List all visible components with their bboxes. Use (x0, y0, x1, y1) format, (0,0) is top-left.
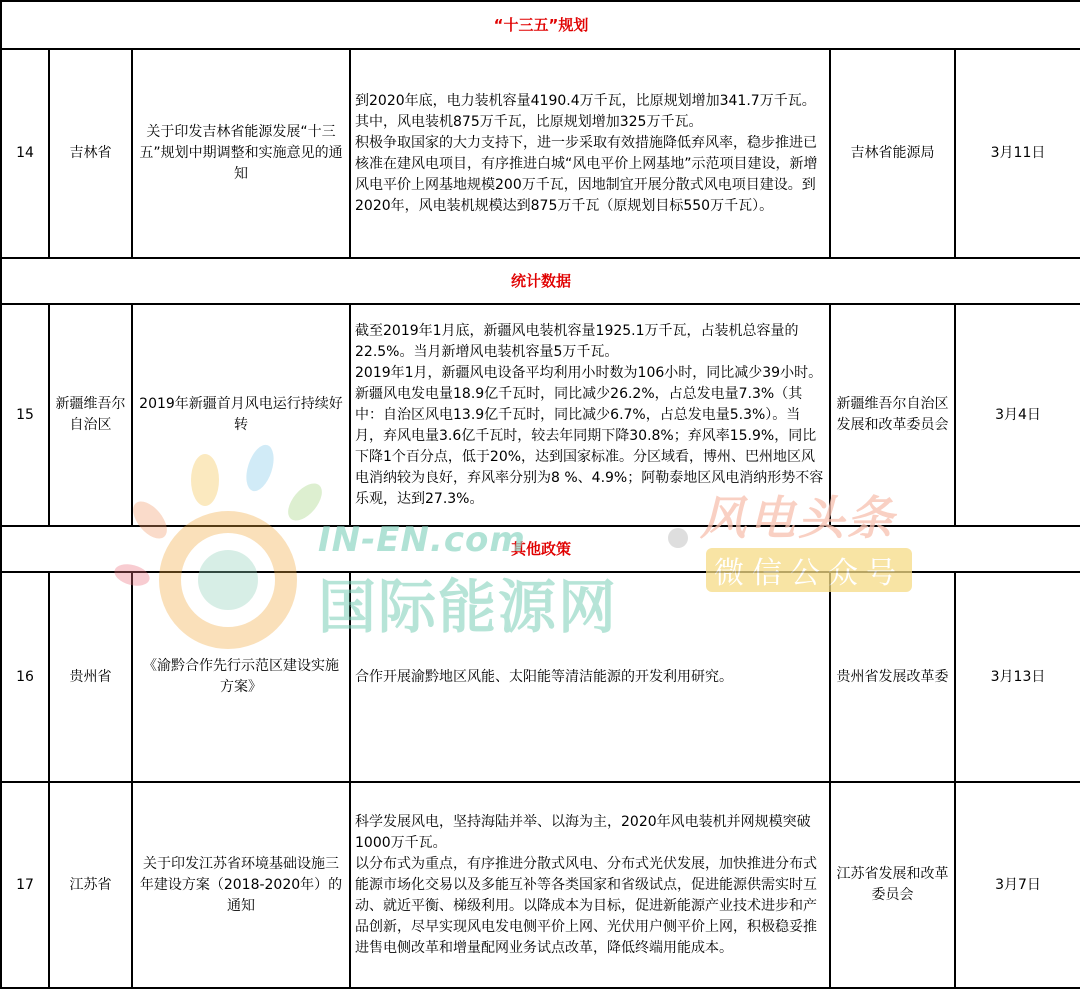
section-title-stats: 统计数据 (1, 258, 1080, 304)
row-date: 3月11日 (955, 49, 1080, 258)
row-number: 17 (1, 782, 49, 988)
row-date: 3月13日 (955, 572, 1080, 782)
section-row (1, 1, 1080, 49)
row-title: 《渝黔合作先行示范区建设实施方案》 (132, 572, 350, 782)
table-row (1, 49, 1080, 258)
row-content: 截至2019年1月底，新疆风电装机容量1925.1万千瓦，占装机总容量的22.5%。当月新增风电装机容量5万千瓦。 2019年1月，新疆风电设备平均利用小时数为106小时，同比减少39小时。新疆风电发电量18.9亿千瓦时，同比减少26.2%，占总发电量7.3%（其中：自治区风电13.9亿千瓦时，同比减少6.7%，占总发电量5.3%）。当月，弃风电量3.6亿千瓦时，较去年同期下降30.8%；弃风率15.9%，同比下降1个百分点，低于20%，达到国家标准。分区域看，博州、巴州地区风电消纳较为良好，弃风率分别为8 %、4.9%；阿勒泰地区风电消纳形势不容乐观，达到27.3%。 (350, 304, 830, 526)
row-number: 16 (1, 572, 49, 782)
table-row (1, 304, 1080, 526)
section-title-other: 其他政策 (1, 526, 1080, 572)
watermark-sub: 微信公众号 (706, 548, 912, 592)
section-row (1, 258, 1080, 304)
watermark-en: IN-EN.com (318, 520, 526, 560)
table-row (1, 782, 1080, 988)
row-org: 新疆维吾尔自治区发展和改革委员会 (830, 304, 955, 526)
row-region: 贵州省 (49, 572, 132, 782)
row-date: 3月4日 (955, 304, 1080, 526)
table-row (1, 572, 1080, 782)
row-org: 贵州省发展改革委 (830, 572, 955, 782)
row-content: 科学发展风电，坚持海陆并举、以海为主，2020年风电装机并网规模突破1000万千瓦。 以分布式为重点，有序推进分散式风电、分布式光伏发展，加快推进分布式能源市场化交易以及多能互补等各类国家和省级试点，促进能源供需实时互动、就近平衡、梯级利用。以降成本为目标，促进新能源产业技术进步和产品创新，尽早实现风电发电侧平价上网、光伏用户侧平价上网，积极稳妥推进售电侧改革和增量配网业务试点改革，降低终端用能成本。 (350, 782, 830, 988)
row-title: 关于印发江苏省环境基础设施三年建设方案（2018-2020年）的通知 (132, 782, 350, 988)
row-region: 新疆维吾尔自治区 (49, 304, 132, 526)
row-title: 关于印发吉林省能源发展“十三五”规划中期调整和实施意见的通知 (132, 49, 350, 258)
row-title: 2019年新疆首月风电运行持续好转 (132, 304, 350, 526)
row-number: 14 (1, 49, 49, 258)
row-content: 合作开展渝黔地区风能、太阳能等清洁能源的开发利用研究。 (350, 572, 830, 782)
section-title-plan: “十三五”规划 (1, 1, 1080, 49)
row-region: 江苏省 (49, 782, 132, 988)
row-date: 3月7日 (955, 782, 1080, 988)
row-number: 15 (1, 304, 49, 526)
row-region: 吉林省 (49, 49, 132, 258)
row-org: 吉林省能源局 (830, 49, 955, 258)
row-content: 到2020年底，电力装机容量4190.4万千瓦，比原规划增加341.7万千瓦。其中，风电装机875万千瓦，比原规划增加325万千瓦。 积极争取国家的大力支持下，进一步采取有效措施降低弃风率，稳步推进已核准在建风电项目，有序推进白城“风电平价上网基地”示范项目建设，新增风电平价上网基地规模200万千瓦，因地制宜开展分散式风电项目建设。到2020年，风电装机规模达到875万千瓦（原规划目标550万千瓦）。 (350, 49, 830, 258)
watermark-cn: 国际能源网 (318, 573, 619, 641)
watermark-brand: 风电头条 (700, 491, 896, 545)
section-row (1, 526, 1080, 572)
row-org: 江苏省发展和改革委员会 (830, 782, 955, 988)
